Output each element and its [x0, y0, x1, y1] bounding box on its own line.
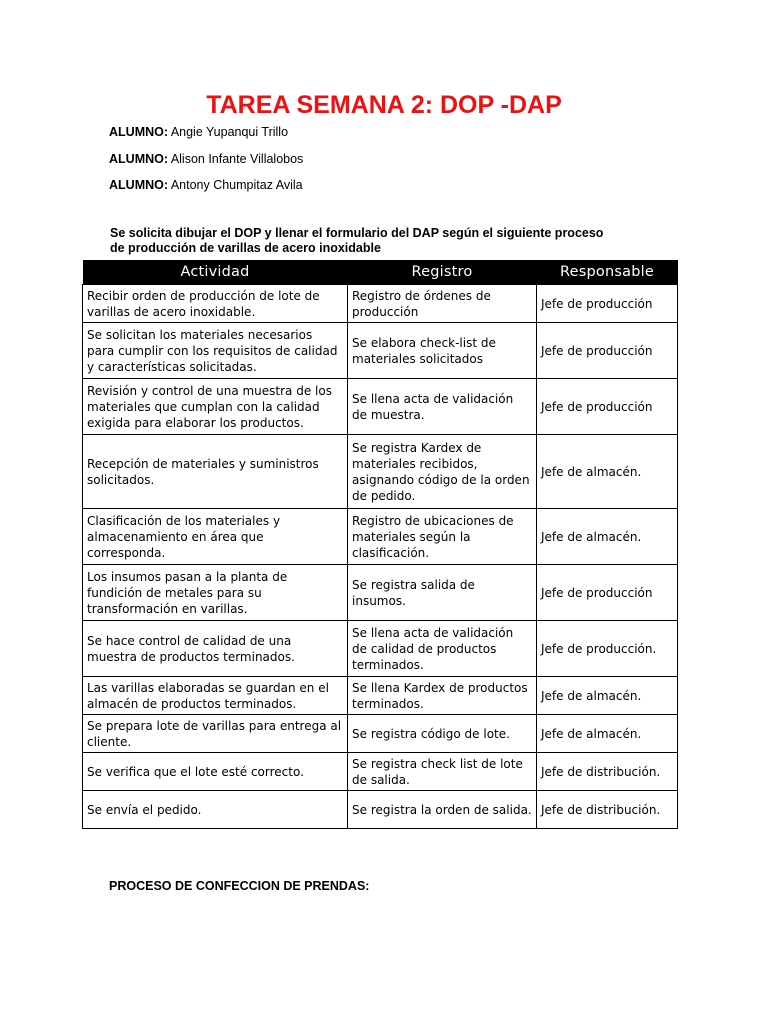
table-row	[83, 677, 678, 715]
student-label: ALUMNO:	[109, 178, 169, 192]
cell-actividad: Se solicitan los materiales necesarios para cumplir con los requisitos de calidad y características solicitadas.	[83, 323, 348, 379]
cell-registro: Registro de órdenes de producción	[348, 285, 537, 323]
table-row	[83, 715, 678, 753]
cell-responsable: Jefe de producción	[537, 565, 678, 621]
table-header-row	[83, 260, 678, 285]
table-row	[83, 791, 678, 829]
table-row	[83, 565, 678, 621]
cell-actividad: Los insumos pasan a la planta de fundición de metales para su transformación en varillas.	[83, 565, 348, 621]
table-row	[83, 323, 678, 379]
instructions-line-2: de producción de varillas de acero inoxidable	[110, 241, 381, 255]
student-name: Angie Yupanqui Trillo	[170, 125, 289, 139]
student-label: ALUMNO:	[109, 152, 169, 166]
cell-registro: Se registra código de lote.	[348, 715, 537, 753]
cell-responsable: Jefe de producción	[537, 323, 678, 379]
cell-actividad: Revisión y control de una muestra de los materiales que cumplan con la calidad exigida para elaborar los productos.	[83, 379, 348, 435]
cell-actividad: Se prepara lote de varillas para entrega al cliente.	[83, 715, 348, 753]
cell-actividad: Recibir orden de producción de lote de varillas de acero inoxidable.	[83, 285, 348, 323]
table-row	[83, 509, 678, 565]
cell-actividad: Las varillas elaboradas se guardan en el almacén de productos terminados.	[83, 677, 348, 715]
student-line	[109, 177, 303, 193]
student-label: ALUMNO:	[109, 125, 169, 139]
cell-responsable: Jefe de almacén.	[537, 677, 678, 715]
instructions	[110, 226, 650, 256]
student-name: Antony Chumpitaz Avila	[170, 178, 303, 192]
cell-registro: Se registra salida de insumos.	[348, 565, 537, 621]
cell-actividad: Recepción de materiales y suministros solicitados.	[83, 435, 348, 509]
cell-responsable: Jefe de producción.	[537, 621, 678, 677]
cell-registro: Se registra Kardex de materiales recibidos, asignando código de la orden de pedido.	[348, 435, 537, 509]
column-header-responsable: Responsable	[537, 260, 678, 285]
cell-responsable: Jefe de producción	[537, 285, 678, 323]
table-row	[83, 285, 678, 323]
cell-registro: Se llena acta de validación de calidad de productos terminados.	[348, 621, 537, 677]
cell-registro: Se registra la orden de salida.	[348, 791, 537, 829]
page-title: TAREA SEMANA 2: DOP -DAP	[206, 91, 562, 119]
cell-responsable: Jefe de almacén.	[537, 715, 678, 753]
cell-registro: Se elabora check-list de materiales solicitados	[348, 323, 537, 379]
cell-actividad: Clasificación de los materiales y almacenamiento en área que corresponda.	[83, 509, 348, 565]
cell-actividad: Se envía el pedido.	[83, 791, 348, 829]
cell-responsable: Jefe de producción	[537, 379, 678, 435]
cell-registro: Se llena Kardex de productos terminados.	[348, 677, 537, 715]
column-header-actividad: Actividad	[83, 260, 348, 285]
student-line	[109, 151, 303, 167]
table-row	[83, 753, 678, 791]
student-name: Alison Infante Villalobos	[170, 152, 304, 166]
cell-registro: Se llena acta de validación de muestra.	[348, 379, 537, 435]
column-header-registro: Registro	[348, 260, 537, 285]
section-heading: PROCESO DE CONFECCION DE PRENDAS:	[109, 879, 370, 893]
table-row	[83, 435, 678, 509]
cell-responsable: Jefe de distribución.	[537, 753, 678, 791]
cell-actividad: Se hace control de calidad de una muestra de productos terminados.	[83, 621, 348, 677]
cell-responsable: Jefe de almacén.	[537, 435, 678, 509]
table-row	[83, 379, 678, 435]
cell-responsable: Jefe de distribución.	[537, 791, 678, 829]
student-line	[109, 124, 288, 140]
instructions-line-1: Se solicita dibujar el DOP y llenar el formulario del DAP según el siguiente proceso	[110, 226, 604, 240]
cell-registro: Se registra check list de lote de salida.	[348, 753, 537, 791]
process-table	[82, 260, 678, 829]
cell-registro: Registro de ubicaciones de materiales según la clasificación.	[348, 509, 537, 565]
table-row	[83, 621, 678, 677]
cell-responsable: Jefe de almacén.	[537, 509, 678, 565]
cell-actividad: Se verifica que el lote esté correcto.	[83, 753, 348, 791]
